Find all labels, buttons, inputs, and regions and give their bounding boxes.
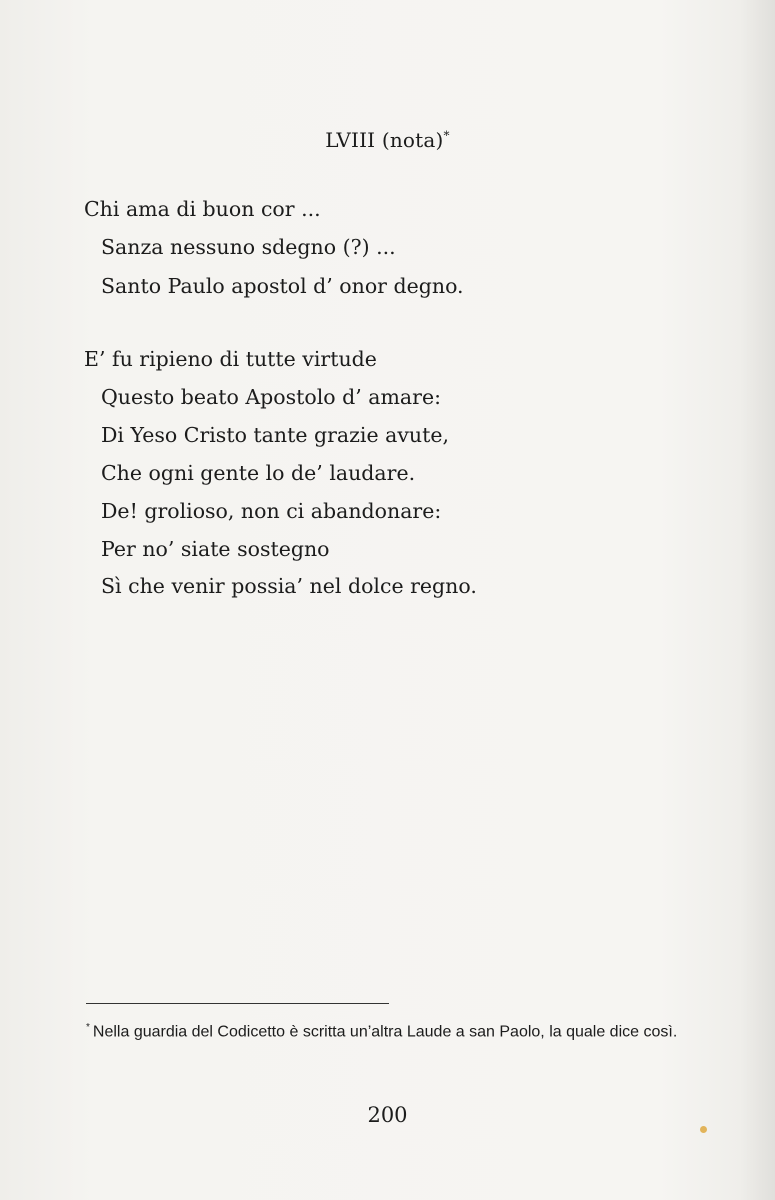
poem-line: Sì che venir possia’ nel dolce regno. <box>101 574 477 598</box>
section-heading <box>0 128 775 152</box>
footnote-rule <box>86 1003 389 1004</box>
poem-line: Chi ama di buon cor ... <box>84 197 321 221</box>
heading-note-mark: * <box>443 128 450 143</box>
footnote-mark: * <box>86 1022 90 1033</box>
poem-line: Per no’ siate sostegno <box>101 537 330 561</box>
poem-line: Sanza nessuno sdegno (?) ... <box>101 235 396 259</box>
poem-line: Che ogni gente lo de’ laudare. <box>101 461 416 485</box>
poem-line: E’ fu ripieno di tutte virtude <box>84 347 377 371</box>
poem-line: Di Yeso Cristo tante grazie avute, <box>101 423 450 447</box>
heading-title: LVIII (nota) <box>325 128 444 152</box>
poem-line: Santo Paulo apostol d’ onor degno. <box>101 274 464 298</box>
footnote-text: Nella guardia del Codicetto è scritta un’altra Laude a san Paolo, la quale dice così. <box>92 1023 678 1041</box>
page-number: 200 <box>367 1103 408 1127</box>
footnote <box>86 1015 716 1045</box>
poem-line: De! grolioso, non ci abandonare: <box>101 499 442 523</box>
page-edge-shadow <box>739 0 775 1200</box>
paper-speck <box>700 1126 707 1133</box>
poem-line: Questo beato Apostolo d’ amare: <box>101 385 441 409</box>
